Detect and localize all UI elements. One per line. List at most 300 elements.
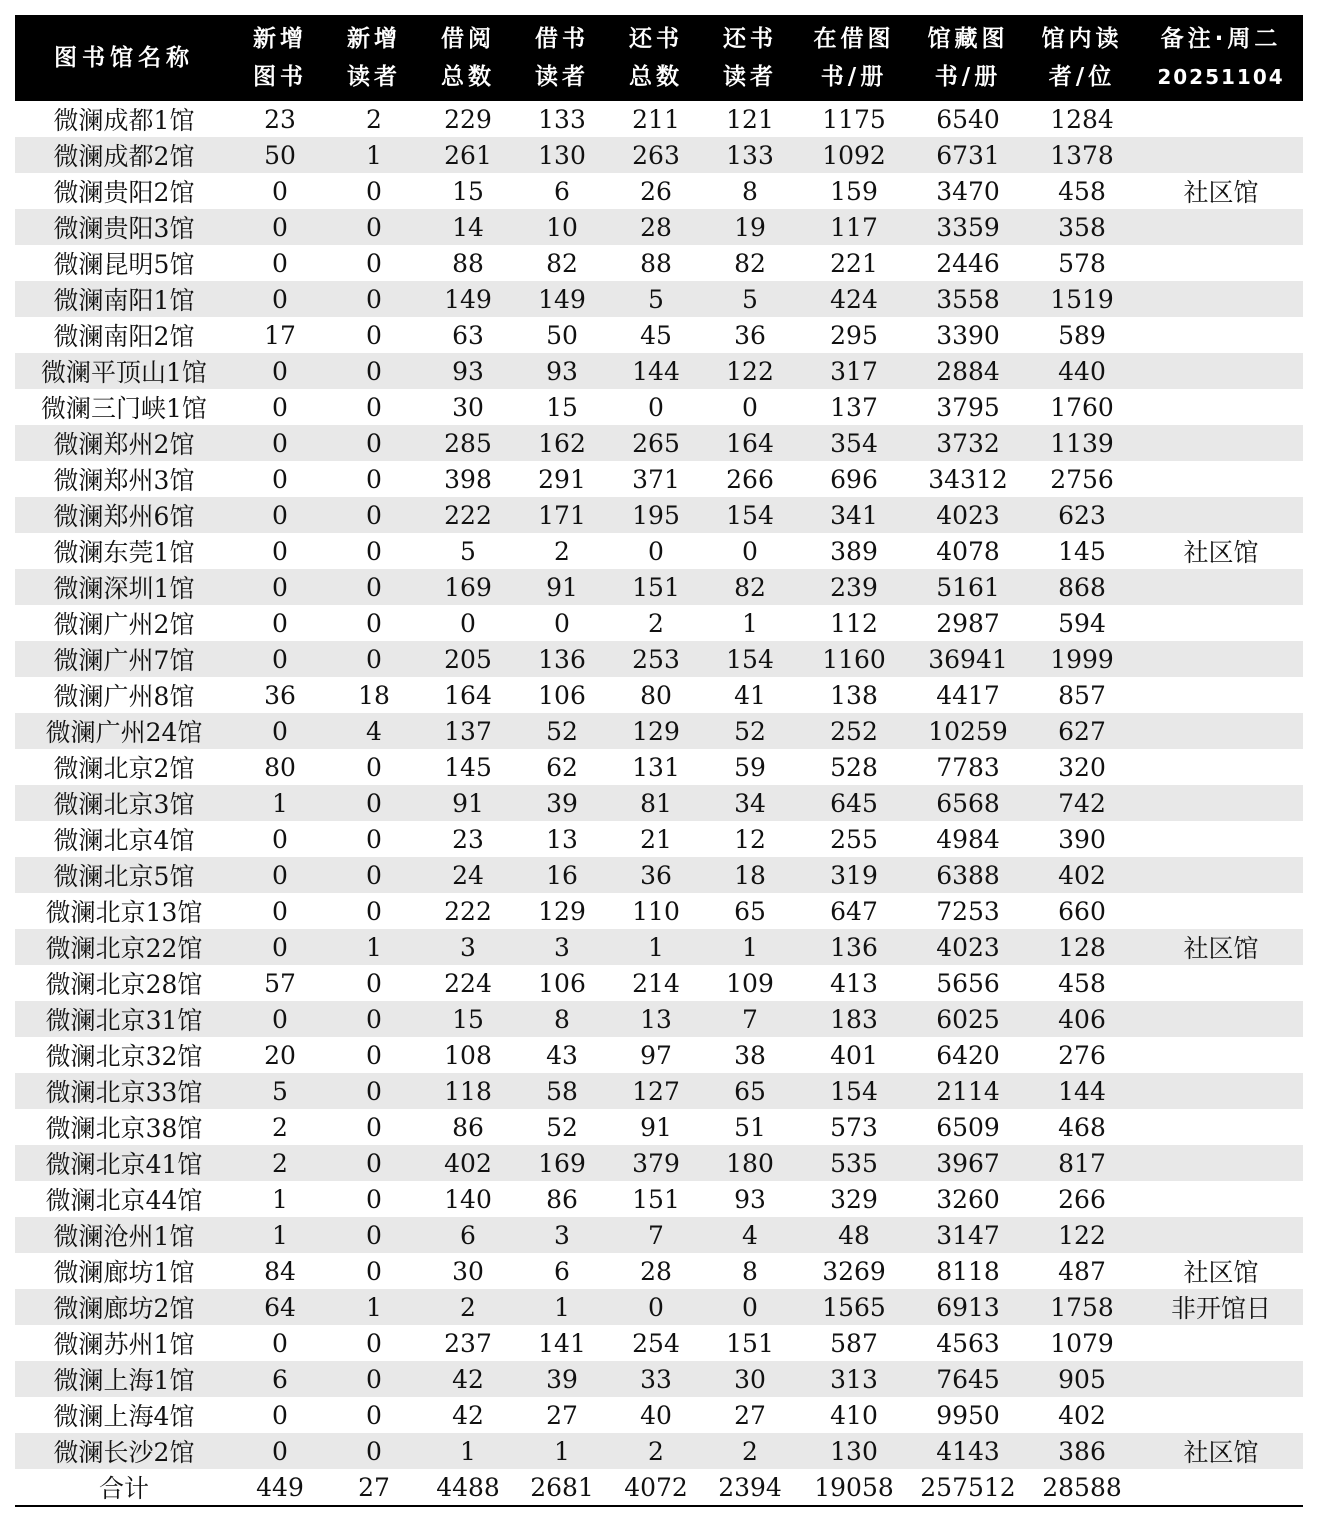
header-line-1: 馆藏图 bbox=[927, 26, 1009, 52]
value-cell: 224 bbox=[444, 968, 492, 998]
table-row bbox=[15, 893, 1303, 929]
note-cell: 社区馆 bbox=[1139, 929, 1303, 965]
value-cell: 5656 bbox=[936, 968, 1000, 998]
table-row bbox=[15, 785, 1303, 821]
value-cell: 0 bbox=[272, 176, 288, 206]
note-cell bbox=[1139, 605, 1303, 641]
library-name-cell: 微澜成都1馆 bbox=[53, 106, 195, 135]
column-header bbox=[421, 15, 515, 101]
value-cell: 151 bbox=[726, 1328, 774, 1358]
note-cell bbox=[1139, 389, 1303, 425]
value-cell: 660 bbox=[1058, 896, 1106, 926]
value-cell: 214 bbox=[632, 968, 680, 998]
value-cell: 3732 bbox=[911, 425, 1025, 461]
value-cell: 30 bbox=[452, 1256, 484, 1286]
value-cell: 3260 bbox=[936, 1184, 1000, 1214]
value-cell: 42 bbox=[421, 1361, 515, 1397]
value-cell: 406 bbox=[1025, 1001, 1139, 1037]
value-cell: 0 bbox=[554, 608, 570, 638]
value-cell: 0 bbox=[327, 209, 421, 245]
value-cell: 0 bbox=[327, 569, 421, 605]
value-cell: 5 bbox=[460, 536, 476, 566]
note-cell bbox=[1139, 965, 1303, 1001]
value-cell: 42 bbox=[452, 1400, 484, 1430]
value-cell: 0 bbox=[366, 248, 382, 278]
note-cell bbox=[1139, 893, 1303, 929]
value-cell: 137 bbox=[830, 392, 878, 422]
value-cell: 84 bbox=[264, 1256, 296, 1286]
value-cell: 18 bbox=[358, 680, 390, 710]
value-cell: 0 bbox=[366, 176, 382, 206]
value-cell: 573 bbox=[830, 1112, 878, 1142]
value-cell: 1092 bbox=[797, 137, 911, 173]
total-value-cell: 449 bbox=[233, 1469, 327, 1506]
note-cell: 非开馆日 bbox=[1139, 1289, 1303, 1325]
library-name-cell: 微澜广州8馆 bbox=[53, 682, 195, 711]
header-line-2: 读者 bbox=[347, 64, 401, 90]
value-cell: 0 bbox=[366, 536, 382, 566]
value-cell: 0 bbox=[272, 536, 288, 566]
value-cell: 468 bbox=[1058, 1112, 1106, 1142]
value-cell: 7783 bbox=[936, 752, 1000, 782]
value-cell: 1079 bbox=[1050, 1328, 1114, 1358]
note-cell bbox=[1139, 713, 1303, 749]
total-value-cell: 4072 bbox=[609, 1469, 703, 1506]
value-cell: 149 bbox=[515, 281, 609, 317]
value-cell: 487 bbox=[1058, 1256, 1106, 1286]
value-cell: 15 bbox=[546, 392, 578, 422]
total-value-cell: 4488 bbox=[421, 1469, 515, 1506]
table-row bbox=[15, 1289, 1303, 1325]
note-cell bbox=[1139, 245, 1303, 281]
value-cell: 589 bbox=[1058, 320, 1106, 350]
value-cell: 319 bbox=[797, 857, 911, 893]
value-cell: 109 bbox=[726, 968, 774, 998]
library-name-cell: 微澜北京44馆 bbox=[45, 1186, 203, 1215]
table-row bbox=[15, 137, 1303, 173]
value-cell: 4417 bbox=[936, 680, 1000, 710]
value-cell: 3147 bbox=[911, 1217, 1025, 1253]
value-cell: 252 bbox=[797, 713, 911, 749]
note-cell bbox=[1139, 101, 1303, 137]
header-line-1: 备注·周二 bbox=[1160, 26, 1282, 52]
note-cell: 社区馆 bbox=[1183, 178, 1259, 207]
value-cell: 127 bbox=[609, 1073, 703, 1109]
value-cell: 379 bbox=[609, 1145, 703, 1181]
value-cell: 7 bbox=[703, 1001, 797, 1037]
value-cell: 40 bbox=[640, 1400, 672, 1430]
value-cell: 0 bbox=[327, 425, 421, 461]
table-row bbox=[15, 533, 1303, 569]
header-line-1: 新增 bbox=[347, 26, 401, 52]
column-header bbox=[15, 15, 233, 101]
value-cell: 266 bbox=[1058, 1184, 1106, 1214]
value-cell: 30 bbox=[703, 1361, 797, 1397]
library-name-cell: 微澜郑州3馆 bbox=[53, 466, 195, 495]
value-cell: 129 bbox=[609, 713, 703, 749]
value-cell: 817 bbox=[1025, 1145, 1139, 1181]
value-cell: 50 bbox=[233, 137, 327, 173]
value-cell: 2884 bbox=[911, 353, 1025, 389]
value-cell: 696 bbox=[830, 464, 878, 494]
value-cell: 52 bbox=[703, 713, 797, 749]
value-cell: 329 bbox=[830, 1184, 878, 1214]
note-cell bbox=[1139, 1145, 1303, 1181]
value-cell: 594 bbox=[1058, 608, 1106, 638]
value-cell: 221 bbox=[830, 248, 878, 278]
value-cell: 0 bbox=[460, 608, 476, 638]
value-cell: 6 bbox=[554, 176, 570, 206]
value-cell: 0 bbox=[366, 1112, 382, 1142]
value-cell: 133 bbox=[538, 104, 586, 134]
value-cell: 8 bbox=[515, 1001, 609, 1037]
value-cell: 136 bbox=[797, 929, 911, 965]
table-row bbox=[15, 1109, 1303, 1145]
value-cell: 0 bbox=[233, 353, 327, 389]
value-cell: 62 bbox=[546, 752, 578, 782]
value-cell: 371 bbox=[632, 464, 680, 494]
header-line-2: 书/册 bbox=[934, 64, 1002, 90]
value-cell: 63 bbox=[452, 320, 484, 350]
value-cell: 239 bbox=[797, 569, 911, 605]
value-cell: 2 bbox=[609, 1433, 703, 1469]
column-header bbox=[327, 15, 421, 101]
value-cell: 3558 bbox=[911, 281, 1025, 317]
library-name-cell: 微澜廊坊2馆 bbox=[15, 1289, 233, 1325]
table-row bbox=[15, 1001, 1303, 1037]
value-cell: 402 bbox=[421, 1145, 515, 1181]
value-cell: 3 bbox=[421, 929, 515, 965]
value-cell: 402 bbox=[1058, 1400, 1106, 1430]
table-row bbox=[15, 1181, 1303, 1217]
value-cell: 2 bbox=[272, 1112, 288, 1142]
value-cell: 1284 bbox=[1050, 104, 1114, 134]
value-cell: 0 bbox=[366, 1400, 382, 1430]
header-line-1: 新增 bbox=[253, 26, 307, 52]
library-name-cell: 微澜广州7馆 bbox=[15, 641, 233, 677]
value-cell: 129 bbox=[538, 896, 586, 926]
library-name-cell: 微澜贵阳3馆 bbox=[15, 209, 233, 245]
value-cell: 535 bbox=[797, 1145, 911, 1181]
value-cell: 587 bbox=[830, 1328, 878, 1358]
value-cell: 1760 bbox=[1050, 392, 1114, 422]
value-cell: 2114 bbox=[911, 1073, 1025, 1109]
value-cell: 2 bbox=[233, 1145, 327, 1181]
value-cell: 118 bbox=[421, 1073, 515, 1109]
value-cell: 0 bbox=[233, 569, 327, 605]
column-header bbox=[911, 15, 1025, 101]
value-cell: 6509 bbox=[936, 1112, 1000, 1142]
library-name-cell: 微澜郑州6馆 bbox=[15, 497, 233, 533]
value-cell: 45 bbox=[640, 320, 672, 350]
table-row bbox=[15, 389, 1303, 425]
value-cell: 868 bbox=[1025, 569, 1139, 605]
total-value-cell: 257512 bbox=[911, 1469, 1025, 1506]
value-cell: 4023 bbox=[911, 497, 1025, 533]
value-cell: 317 bbox=[797, 353, 911, 389]
value-cell: 5161 bbox=[911, 569, 1025, 605]
value-cell: 386 bbox=[1025, 1433, 1139, 1469]
value-cell: 24 bbox=[421, 857, 515, 893]
library-name-cell: 微澜平顶山1馆 bbox=[15, 353, 233, 389]
value-cell: 52 bbox=[546, 1112, 578, 1142]
value-cell: 93 bbox=[734, 1184, 766, 1214]
value-cell: 390 bbox=[1058, 824, 1106, 854]
value-cell: 117 bbox=[797, 209, 911, 245]
value-cell: 341 bbox=[797, 497, 911, 533]
header-line-2: 图书 bbox=[253, 64, 307, 90]
note-cell bbox=[1139, 1001, 1303, 1037]
value-cell: 4023 bbox=[911, 929, 1025, 965]
value-cell: 0 bbox=[366, 752, 382, 782]
header-line-2: 总数 bbox=[629, 64, 683, 90]
table-row bbox=[15, 569, 1303, 605]
value-cell: 136 bbox=[515, 641, 609, 677]
value-cell: 3967 bbox=[911, 1145, 1025, 1181]
value-cell: 2 bbox=[648, 608, 664, 638]
total-row bbox=[15, 1469, 1303, 1506]
table-row bbox=[15, 821, 1303, 857]
value-cell: 122 bbox=[1025, 1217, 1139, 1253]
value-cell: 1 bbox=[327, 929, 421, 965]
value-cell: 229 bbox=[444, 104, 492, 134]
note-cell bbox=[1139, 749, 1303, 785]
library-name-cell: 微澜成都2馆 bbox=[15, 137, 233, 173]
note-cell bbox=[1139, 1217, 1303, 1253]
value-cell: 91 bbox=[640, 1112, 672, 1142]
value-cell: 0 bbox=[327, 1073, 421, 1109]
library-name-cell: 微澜北京38馆 bbox=[45, 1114, 203, 1143]
value-cell: 82 bbox=[703, 569, 797, 605]
value-cell: 28 bbox=[640, 1256, 672, 1286]
table-row bbox=[15, 353, 1303, 389]
value-cell: 20 bbox=[264, 1040, 296, 1070]
value-cell: 2 bbox=[703, 1433, 797, 1469]
total-value-cell: 28588 bbox=[1025, 1469, 1139, 1506]
value-cell: 0 bbox=[742, 392, 758, 422]
library-name-cell: 微澜南阳1馆 bbox=[15, 281, 233, 317]
table-row bbox=[15, 281, 1303, 317]
value-cell: 0 bbox=[366, 464, 382, 494]
value-cell: 159 bbox=[830, 176, 878, 206]
value-cell: 0 bbox=[233, 209, 327, 245]
table-row bbox=[15, 497, 1303, 533]
library-name-cell: 微澜广州2馆 bbox=[53, 610, 195, 639]
value-cell: 0 bbox=[366, 1328, 382, 1358]
value-cell: 1758 bbox=[1025, 1289, 1139, 1325]
value-cell: 857 bbox=[1058, 680, 1106, 710]
table-header bbox=[15, 15, 1303, 101]
value-cell: 265 bbox=[609, 425, 703, 461]
table-row bbox=[15, 1325, 1303, 1361]
value-cell: 162 bbox=[515, 425, 609, 461]
value-cell: 5 bbox=[703, 281, 797, 317]
table-row bbox=[15, 1037, 1303, 1073]
value-cell: 169 bbox=[515, 1145, 609, 1181]
value-cell: 1 bbox=[327, 1289, 421, 1325]
value-cell: 0 bbox=[327, 785, 421, 821]
value-cell: 1 bbox=[703, 929, 797, 965]
note-cell bbox=[1139, 641, 1303, 677]
header-line-1: 借书 bbox=[535, 26, 589, 52]
header-line-2: 总数 bbox=[441, 64, 495, 90]
value-cell: 0 bbox=[233, 641, 327, 677]
value-cell: 0 bbox=[233, 1001, 327, 1037]
value-cell: 413 bbox=[830, 968, 878, 998]
value-cell: 3 bbox=[515, 929, 609, 965]
column-header bbox=[515, 15, 609, 101]
library-name-cell: 微澜北京4馆 bbox=[53, 826, 195, 855]
value-cell: 30 bbox=[452, 392, 484, 422]
value-cell: 0 bbox=[233, 1433, 327, 1469]
value-cell: 7 bbox=[609, 1217, 703, 1253]
value-cell: 398 bbox=[444, 464, 492, 494]
value-cell: 80 bbox=[264, 752, 296, 782]
value-cell: 1175 bbox=[822, 104, 886, 134]
value-cell: 6 bbox=[421, 1217, 515, 1253]
value-cell: 106 bbox=[538, 680, 586, 710]
value-cell: 0 bbox=[366, 320, 382, 350]
value-cell: 131 bbox=[632, 752, 680, 782]
value-cell: 183 bbox=[797, 1001, 911, 1037]
value-cell: 0 bbox=[327, 1145, 421, 1181]
value-cell: 424 bbox=[797, 281, 911, 317]
value-cell: 222 bbox=[421, 497, 515, 533]
note-cell bbox=[1139, 1073, 1303, 1109]
header-line-2: 20251104 bbox=[1157, 65, 1285, 89]
value-cell: 23 bbox=[452, 824, 484, 854]
value-cell: 0 bbox=[366, 1040, 382, 1070]
value-cell: 36 bbox=[264, 680, 296, 710]
value-cell: 51 bbox=[734, 1112, 766, 1142]
value-cell: 137 bbox=[421, 713, 515, 749]
value-cell: 106 bbox=[538, 968, 586, 998]
value-cell: 38 bbox=[734, 1040, 766, 1070]
value-cell: 12 bbox=[734, 824, 766, 854]
value-cell: 50 bbox=[546, 320, 578, 350]
value-cell: 6 bbox=[233, 1361, 327, 1397]
value-cell: 1160 bbox=[797, 641, 911, 677]
value-cell: 0 bbox=[327, 353, 421, 389]
value-cell: 905 bbox=[1025, 1361, 1139, 1397]
value-cell: 138 bbox=[830, 680, 878, 710]
value-cell: 263 bbox=[609, 137, 703, 173]
table-row bbox=[15, 245, 1303, 281]
table-row bbox=[15, 1361, 1303, 1397]
value-cell: 41 bbox=[734, 680, 766, 710]
library-name-cell: 微澜上海1馆 bbox=[15, 1361, 233, 1397]
header-line-2: 读者 bbox=[535, 64, 589, 90]
library-name-cell: 微澜北京31馆 bbox=[15, 1001, 233, 1037]
value-cell: 27 bbox=[546, 1400, 578, 1430]
value-cell: 154 bbox=[797, 1073, 911, 1109]
library-name-cell: 微澜廊坊1馆 bbox=[53, 1258, 195, 1287]
value-cell: 0 bbox=[742, 536, 758, 566]
value-cell: 1 bbox=[742, 608, 758, 638]
value-cell: 144 bbox=[609, 353, 703, 389]
table-row bbox=[15, 173, 1303, 209]
value-cell: 1565 bbox=[797, 1289, 911, 1325]
table-row bbox=[15, 749, 1303, 785]
value-cell: 14 bbox=[421, 209, 515, 245]
total-value-cell: 19058 bbox=[797, 1469, 911, 1506]
value-cell: 145 bbox=[444, 752, 492, 782]
value-cell: 15 bbox=[452, 176, 484, 206]
header-line-1: 还书 bbox=[723, 26, 777, 52]
library-name-cell: 微澜沧州1馆 bbox=[15, 1217, 233, 1253]
table-row bbox=[15, 1253, 1303, 1289]
note-cell bbox=[1139, 677, 1303, 713]
note-cell: 社区馆 bbox=[1183, 1258, 1259, 1287]
value-cell: 2 bbox=[554, 536, 570, 566]
value-cell: 0 bbox=[272, 608, 288, 638]
value-cell: 33 bbox=[609, 1361, 703, 1397]
value-cell: 253 bbox=[609, 641, 703, 677]
note-cell bbox=[1139, 857, 1303, 893]
value-cell: 0 bbox=[272, 896, 288, 926]
note-cell bbox=[1139, 317, 1303, 353]
header-line-1: 图书馆名称 bbox=[54, 45, 194, 71]
library-name-cell: 微澜北京28馆 bbox=[45, 970, 203, 999]
value-cell: 211 bbox=[632, 104, 680, 134]
library-name-cell: 微澜北京2馆 bbox=[53, 754, 195, 783]
value-cell: 65 bbox=[734, 896, 766, 926]
value-cell: 133 bbox=[703, 137, 797, 173]
value-cell: 5 bbox=[609, 281, 703, 317]
value-cell: 151 bbox=[609, 569, 703, 605]
header-line-2: 读者 bbox=[723, 64, 777, 90]
value-cell: 266 bbox=[726, 464, 774, 494]
table-row bbox=[15, 965, 1303, 1001]
value-cell: 13 bbox=[546, 824, 578, 854]
value-cell: 0 bbox=[366, 824, 382, 854]
table-row bbox=[15, 929, 1303, 965]
value-cell: 0 bbox=[233, 713, 327, 749]
value-cell: 17 bbox=[264, 320, 296, 350]
value-cell: 7645 bbox=[911, 1361, 1025, 1397]
table-row bbox=[15, 1433, 1303, 1469]
value-cell: 3390 bbox=[936, 320, 1000, 350]
column-header bbox=[1025, 15, 1139, 101]
header-line-2: 书/册 bbox=[820, 64, 888, 90]
value-cell: 528 bbox=[830, 752, 878, 782]
value-cell: 65 bbox=[703, 1073, 797, 1109]
value-cell: 389 bbox=[830, 536, 878, 566]
value-cell: 164 bbox=[703, 425, 797, 461]
value-cell: 26 bbox=[640, 176, 672, 206]
table-row bbox=[15, 1217, 1303, 1253]
value-cell: 34312 bbox=[928, 464, 1008, 494]
note-cell bbox=[1139, 1397, 1303, 1433]
value-cell: 6 bbox=[554, 1256, 570, 1286]
table-row bbox=[15, 1073, 1303, 1109]
value-cell: 21 bbox=[640, 824, 672, 854]
value-cell: 291 bbox=[538, 464, 586, 494]
value-cell: 1378 bbox=[1025, 137, 1139, 173]
library-name-cell: 微澜北京3馆 bbox=[15, 785, 233, 821]
value-cell: 108 bbox=[444, 1040, 492, 1070]
table-row bbox=[15, 101, 1303, 137]
value-cell: 645 bbox=[797, 785, 911, 821]
value-cell: 6025 bbox=[911, 1001, 1025, 1037]
value-cell: 0 bbox=[233, 857, 327, 893]
library-name-cell: 微澜北京32馆 bbox=[45, 1042, 203, 1071]
total-value-cell bbox=[1139, 1469, 1303, 1506]
table-row bbox=[15, 209, 1303, 245]
note-cell: 社区馆 bbox=[1183, 538, 1259, 567]
note-cell bbox=[1139, 569, 1303, 605]
value-cell: 81 bbox=[609, 785, 703, 821]
